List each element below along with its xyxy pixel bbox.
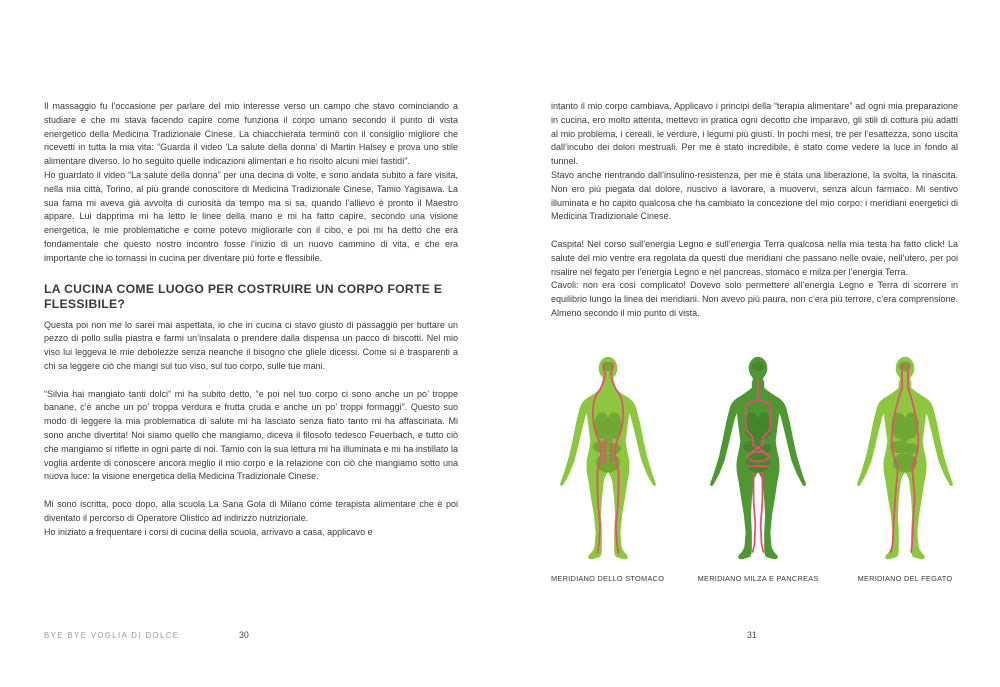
body-illustration-liver (852, 355, 958, 567)
figure-caption: MERIDIANO DEL FEGATO (857, 574, 953, 583)
paragraph: Mi sono iscritta, poco dopo, alla scuola La Sana Gola di Milano come terapista alimentare che è poi diventato il percorso di Operatore Olistico ad indirizzo nutrizionale. (44, 498, 458, 523)
paragraph: intanto il mio corpo cambiava. Applicavo i principi della “terapia alimentare” ad ogni mia preparazione in cucina, ero molto attenta, mettevo in pratica ogni decotto che imparavo, gli stili di cottura più adatti al mio problema, i cereali, le verdure, i legumi più giusti. In pochi mesi, tre per l’esattezza, sono uscita dall’incubo dei dolori mestruali. Per me è stato incredibile, è stato come vedere la luce in fondo al tunnel. (551, 101, 958, 167)
right-page (551, 100, 958, 321)
figure-stomach-meridian (551, 355, 664, 583)
paragraph: Caspita! Nel corso sull’energia Legno e sull’energia Terra qualcosa nella mia testa ha fatto click! La salute del mio ventre era regolata da questi due meridiani che passano nelle ovaie, nell’utero, per poi risalire nel fegato per l’energia Legno e nel pancreas, stomaco e milza per l’energia Terra. (551, 238, 958, 277)
paragraph: Cavoli: non era così complicato! Dovevo solo permettere all’energia Legno e Terra di scorrere in equilibrio lungo la linea dei meridiani. Non avevo più paura, non c’era più terrore, c’era comprensione. Almeno secondo il mio punto di vista. (551, 280, 958, 318)
figure-spleen-pancreas-meridian (698, 355, 819, 583)
paragraph: Questa poi non me lo sarei mai aspettata, io che in cucina ci stavo giusto di passaggio per buttare un pezzo di pollo sulla piastra e farmi un’insalata o prendere dalla dispensa un pacco di biscotti. Nel mio viso lui leggeva le mie debolezze senza neanche il bisogno che gliele dicessi. Come si è trasparenti a chi sa leggere ciò che mangi sul tuo viso, sul tuo corpo, sulle tue mani. (44, 319, 458, 371)
body-illustration-stomach (555, 355, 661, 567)
paragraph: Ho guardato il video “La salute della donna” per una decina di volte, e sono andata subito a fare visita, nella mia città, Torino, al più grande conoscitore di Medicina Tradizionale Cinese, Tamio Yagisawa. La sua fama mi aveva già avvolta di curiosità da tempo ma si sa, quando l’allievo è pronto il Maestro appare. Lui dapprima mi ha letto le linee della mano e mi ha fatto capire, secondo una visione energetica, le mie problematiche e come potevo migliorarle con il cibo, e poi mi ha detto che era fondamentale che questo nostro incontro fosse l’inizio di un nuovo cammino di vita, e che era importante che io tornassi in cucina per diventare più forte e flessibile. (44, 169, 458, 263)
meridian-figures-row (551, 355, 958, 583)
figure-caption: MERIDIANO DELLO STOMACO (551, 574, 665, 583)
body-illustration-spleen-pancreas (705, 355, 811, 567)
figure-liver-meridian (852, 355, 958, 583)
book-title-footer: BYE BYE VOGLIA DI DOLCE (44, 631, 180, 640)
paragraph: Ho iniziato a frequentare i corsi di cucina della scuola, arrivavo a casa, applicavo e (44, 526, 373, 537)
paragraph: Stavo anche rientrando dall’insulino-resistenza, per me è stata una liberazione, la svolta, la rinascita. Non ero più piegata dal dolore, riuscivo a lavorare, a muovervi, senza alcun farmaco. Mi sentivo illuminata e ho capito qualcosa che ha cambiato la concezione del mio corpo: i meridiani energetici di Medicina Tradizionale Cinese. (551, 169, 958, 222)
paragraph: “Silvia hai mangiato tanti dolci” mi ha subito detto, “e poi nel tuo corpo ci sono anche un po’ troppe banane, c’è anche un po’ troppa verdura e frutta cruda e anche un po’ troppi formaggi”. Questo suo modo di leggere la mia problematica di salute mi ha lasciato senza fiato tanto mi ha affascinata. Mi sono anche divertita! Noi siamo quello che mangiamo, diceva il filosofo tedesco Feuerbach, e tutto ciò che mangiamo si riflette in ogni parte di noi. Tamio con la sua lettura mi ha illuminata e mi ha instillato la voglia ardente di conoscere ancora meglio il mio corpo e la relazione con ciò che mangiamo sotto una nuova luce: la visione energetica della Medicina Tradizionale Cinese. (44, 388, 458, 482)
figure-caption: MERIDIANO MILZA E PANCREAS (697, 574, 819, 583)
page-number-left: 30 (239, 630, 249, 640)
paragraph: Il massaggio fu l’occasione per parlare del mio interesse verso un campo che stavo cominciando a studiare e che mi stava facendo capire come funziona il corpo umano secondo il punto di vista energetico della Medicina Tradizionale Cinese. La chiacchierata terminò con il consiglio migliore che ricevetti in tutta la mia vita: “Guarda il video ‘La salute della donna’ di Martin Halsey e prova uno stile alimentare diverso. Io ho seguito quelle indicazioni alimentari e ho risolto alcuni miei fastidi”. (44, 101, 458, 167)
section-heading: LA CUCINA COME LUOGO PER COSTRUIRE UN CORPO FORTE E FLESSIBILE? (44, 281, 443, 312)
left-page (44, 100, 458, 539)
page-number-right: 31 (747, 630, 757, 640)
